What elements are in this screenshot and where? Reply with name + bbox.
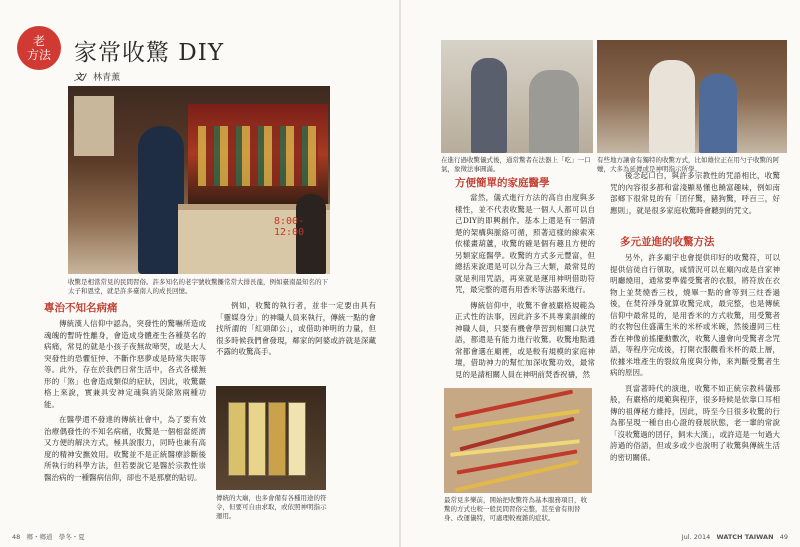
issue: Jul. 2014	[681, 533, 711, 541]
paragraph: 例如，收驚的執行者，並非一定要由具有「靈媒身分」的神職人員來執行，傳統一點的會找所謂的「紅頭師公」，或借助神明的力量，但很多時候我們會發現，鄰家的阿婆或許就是深藏不露的收驚高手。	[216, 301, 376, 356]
photo3-caption: 在進行過收驚儀式後，通常驚者在法器上「吃」一口氣，象徵法事圓滿。	[441, 156, 591, 173]
photo-elder-child	[597, 40, 787, 153]
photo-grandmother	[649, 60, 695, 153]
paragraph: 當然，儀式進行方法的高自由度與多樣性，並不代表收驚是一個人人都可以自己DIY的即興創作。基本上還是有一個清楚的架構與脈絡可循，照著這樣的線索來依樣畫葫蘆，收驚的確是個有趣且方便的另類家庭醫學。收驚的方式多元豐富，但總括來說還是可以分為三大類，最常見的就是利用咒語，再來就是運用神明借助符咒，最完整的還有用香米等法器來進行。	[455, 193, 595, 294]
talisman-2	[248, 402, 266, 476]
issue: 學冬・夏	[58, 533, 85, 541]
paragraph: 傳統漢人信仰中認為，突發性的驚嚇所造成魂魄的暫時性離身，會造成身體產生各種莫名的病痛，常見的就是小孩子夜無故啼哭，或是大人突發性的恐懼怔忡、不斷作惡夢或是時常失眠等等。此外，存在於我們日常生活中，各式各樣無形的「煞」也會造成類似的症狀，因此，收驚嚴格上來說，實兼具安神定魂與消災除煞兩種功能。	[44, 319, 206, 409]
photo5-caption: 最常見多樂前，開始把收驚符為基本服務項目，收驚的方式也較一般民間習俗完整，甚至會有則替身、改運儀特，可處理較複雜的症狀。	[444, 496, 587, 522]
photo-temple-counter	[68, 86, 330, 274]
magazine-name: WATCH TAIWAN	[716, 533, 774, 541]
page-number: 48	[12, 533, 21, 541]
photo-incense-sticks	[444, 388, 592, 493]
photo-shelf	[74, 96, 114, 156]
right-column-1	[455, 192, 595, 384]
talisman-3	[268, 402, 286, 476]
photo-elder	[529, 70, 579, 153]
paragraph: 在醫學還不發達的傳統社會中，為了要有效治療偶發性的不知名病痛，收驚是一個相當經濟又方便的解決方式，極具說服力，同時也兼有高度的精神安撫效用。收驚並不是正統醫療診斷後所執行的科學方法，但若要說它是醫於宗教性崇醫治病的一種醫病信仰，卻也不是那麼的貼切。	[44, 415, 206, 482]
left-folio	[12, 532, 85, 541]
badge-top: 老	[32, 34, 45, 48]
photo-woman	[471, 58, 507, 153]
stick	[455, 460, 579, 492]
photo1-caption: 收驚是相當常見的民間習俗。許多知名的老字號收驚攤常常大排長龍，例如臺南最知名的下太子和恩堂，就是許多臺南人的成長回憶。	[68, 278, 328, 295]
photo-hours-sign: 8:00-12:00	[274, 216, 305, 238]
photo-ritual-couple	[441, 40, 593, 153]
section-badge	[17, 26, 61, 70]
paragraph: 另外，許多廟宇也會提供印好的收驚符，可以提供信徒自行領取，咸情況可以在廟內或是自家神明廳燒用，通常要準備受驚者的衣服，將符放在衣物上並焚燒香三枝，燒畢一點的會等到三炷香過後，在焚符淨身就算收驚完成，最完整，也是傳統信仰中最常見的，是用香米的方式收驚，用受驚者的衣物包住盛滿生米的米杯或米碗，然後邊同三柱香在神像前搖擺動數次，收驚人邊會向受驚者念咒語，等程序完成後，打開衣服觀看米杯的最上層，依據米堆產生的裂紋角度與分佈，來判斷受驚者生病的原因。	[610, 253, 780, 377]
right-column-2	[610, 170, 780, 220]
badge-bottom: 方法	[26, 48, 51, 62]
talisman-1	[228, 402, 246, 476]
right-column-3	[610, 252, 780, 467]
photo2-caption: 傳統的大廟，也多會備有各種用途的符令，但要可自由求取，或依照神明指示運用。	[216, 494, 327, 520]
section-heading-left: 專治不知名病痛	[44, 302, 118, 314]
left-column-2	[216, 300, 376, 362]
author-name: 林青薰	[93, 73, 121, 83]
left-column-1	[44, 318, 206, 487]
paragraph: 傳統信仰中，收驚不會被嚴格規範為正式性的法事，因此許多不具專業訓練的神職人員，只要有機會學習到相關口訣咒語，都還是有能力進行收驚。收驚地點通常都會選在廟裡，或是較有規模的家庭神壇，借助神力的幫忙加深收驚功效，最常見的是請相關人員在神明前焚香祝禱，然	[455, 300, 595, 379]
right-folio	[682, 533, 788, 541]
article-title: 家常收驚 DIY	[74, 40, 225, 66]
paragraph: 頁當著時代的演進，收驚不如正統宗教科儀那般，有嚴格的規範與程序，很多時候是依靠口耳相傳的祖傳秘方維持，因此，時至今日很多收驚的行為都呈現一種自由心證的發展狀態，老一輩的常說「沒收驚過的囝仔，飼未大漢」，或許這是一句過大誇過的俗語，但或多或少也說明了收驚與傳統生活的密切關係。	[610, 383, 780, 462]
page-number: 49	[779, 533, 788, 541]
photo-child	[699, 74, 737, 153]
photo-deity-figures	[198, 126, 318, 186]
left-page	[0, 0, 399, 547]
author-line	[74, 70, 120, 83]
photo-talismans	[216, 386, 326, 490]
magazine-name: 鄉・鄉道	[26, 533, 53, 541]
paragraph: 後念起口白，與許多宗教性的咒語相比，收驚咒的內容很多都和當淺顯易懂也饒富趣味，例如南部鄉下很常見的有「囝仔驚，豬狗驚，呼百三，好應則」，就是很多家庭收驚時會聽到的咒文。	[610, 171, 780, 215]
photo4-caption: 有些地方讓會有獨特的收驚方式，比如雄位正在用勺子收驚的阿嬤，大多為延傳或是神明指示所學。	[597, 156, 779, 173]
talisman-4	[288, 402, 306, 476]
author-mark: 文/	[74, 73, 87, 83]
section-heading-right-2: 多元並進的收驚方法	[620, 236, 715, 248]
section-heading-right-1: 方便簡單的家庭醫學	[455, 177, 550, 189]
